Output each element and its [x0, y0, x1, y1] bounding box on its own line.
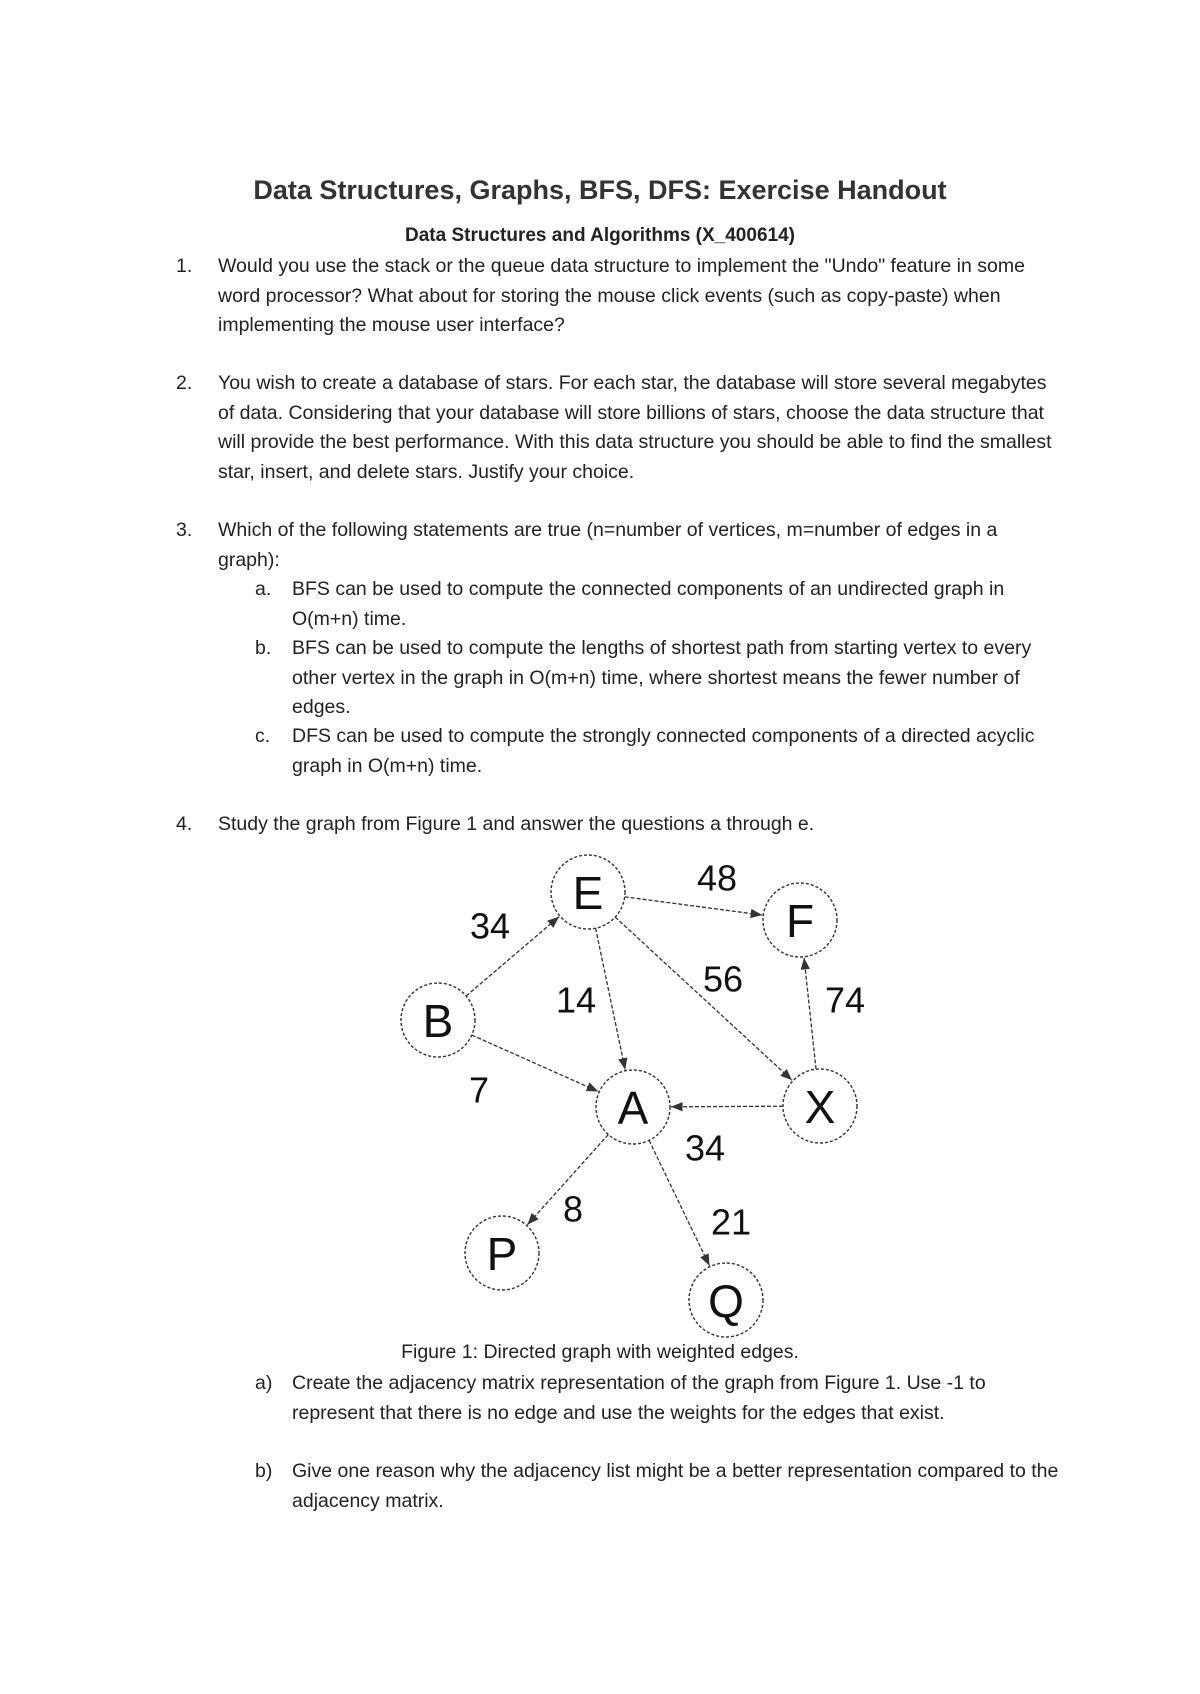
statement-label: b. [255, 637, 272, 659]
followup-text: Give one reason why the adjacency list might be a better representation compared to the adjacency matrix. [292, 1460, 1059, 1512]
followup-text: Create the adjacency matrix representation of the graph from Figure 1. Use -1 to represent that there is no edge and use the weights for the edges that exist. [292, 1372, 986, 1424]
followup-label: b) [255, 1460, 273, 1482]
graph-node-f [763, 883, 837, 957]
edge-e-f [625, 897, 763, 915]
graph-node-e [551, 855, 625, 929]
node-label: A [617, 1082, 649, 1134]
node-label: B [422, 995, 454, 1047]
question-number: 2. [176, 372, 193, 394]
statement-label: a. [255, 578, 272, 600]
statement-text: BFS can be used to compute the connected components of an undirected graph in O(m+n) time. [292, 578, 1005, 630]
edge-weight-label: 34 [684, 1127, 726, 1169]
edge-weight-label: 8 [562, 1188, 584, 1230]
edge-weight-label: 56 [702, 958, 744, 1000]
edge-x-a [671, 1106, 783, 1107]
statement-text: DFS can be used to compute the strongly connected components of a directed acyclic graph in O(m+n) time. [292, 725, 1035, 777]
question-number: 1. [176, 255, 193, 277]
page-title: Data Structures, Graphs, BFS, DFS: Exercise Handout [253, 175, 947, 205]
edge-weight-label: 7 [468, 1069, 490, 1111]
question-number: 4. [176, 813, 193, 835]
edge-e-a [596, 928, 626, 1070]
node-label: Q [708, 1275, 744, 1327]
edge-b-a [472, 1035, 599, 1091]
edge-weight-label: 74 [824, 979, 866, 1021]
graph-node-a [596, 1070, 670, 1144]
edge-weight-label: 21 [710, 1201, 752, 1243]
graph-node-x [783, 1069, 857, 1143]
question-text: Would you use the stack or the queue data structure to implement the "Undo" feature in some word processor? What about for storing the mouse click events (such as copy-paste) when implementing the mouse user interface? [218, 255, 1025, 336]
edge-weight-label: 34 [469, 905, 511, 947]
node-label: F [785, 895, 815, 947]
course-subtitle: Data Structures and Algorithms (X_400614) [405, 225, 795, 246]
graph-node-b [401, 983, 475, 1057]
figure-caption: Figure 1: Directed graph with weighted edges. [401, 1341, 799, 1363]
node-label: X [804, 1081, 836, 1133]
node-label: P [486, 1228, 518, 1280]
statement-text: BFS can be used to compute the lengths of shortest path from starting vertex to every other vertex in the graph in O(m+n) time, where shortest means the fewer number of edges. [292, 637, 1032, 718]
node-label: E [572, 867, 604, 919]
edge-weight-label: 14 [555, 979, 597, 1021]
question-text: Study the graph from Figure 1 and answer the questions a through e. [218, 813, 815, 835]
edge-x-f [804, 958, 816, 1069]
graph-node-p [465, 1216, 539, 1290]
question-number: 3. [176, 519, 193, 541]
statement-label: c. [255, 725, 271, 747]
graph-node-q [689, 1263, 763, 1337]
question-text: You wish to create a database of stars. For each star, the database will store several megabytes of data. Considering that your database will store billions of stars, choose the data structure that will provide the best performance. With this data structure you should be able to find the smallest star, insert, and delete stars. Justify your choice. [218, 372, 1052, 483]
question-text: Which of the following statements are true (n=number of vertices, m=number of edges in a graph): [218, 519, 998, 571]
edge-weight-label: 48 [696, 857, 738, 899]
followup-label: a) [255, 1372, 273, 1394]
